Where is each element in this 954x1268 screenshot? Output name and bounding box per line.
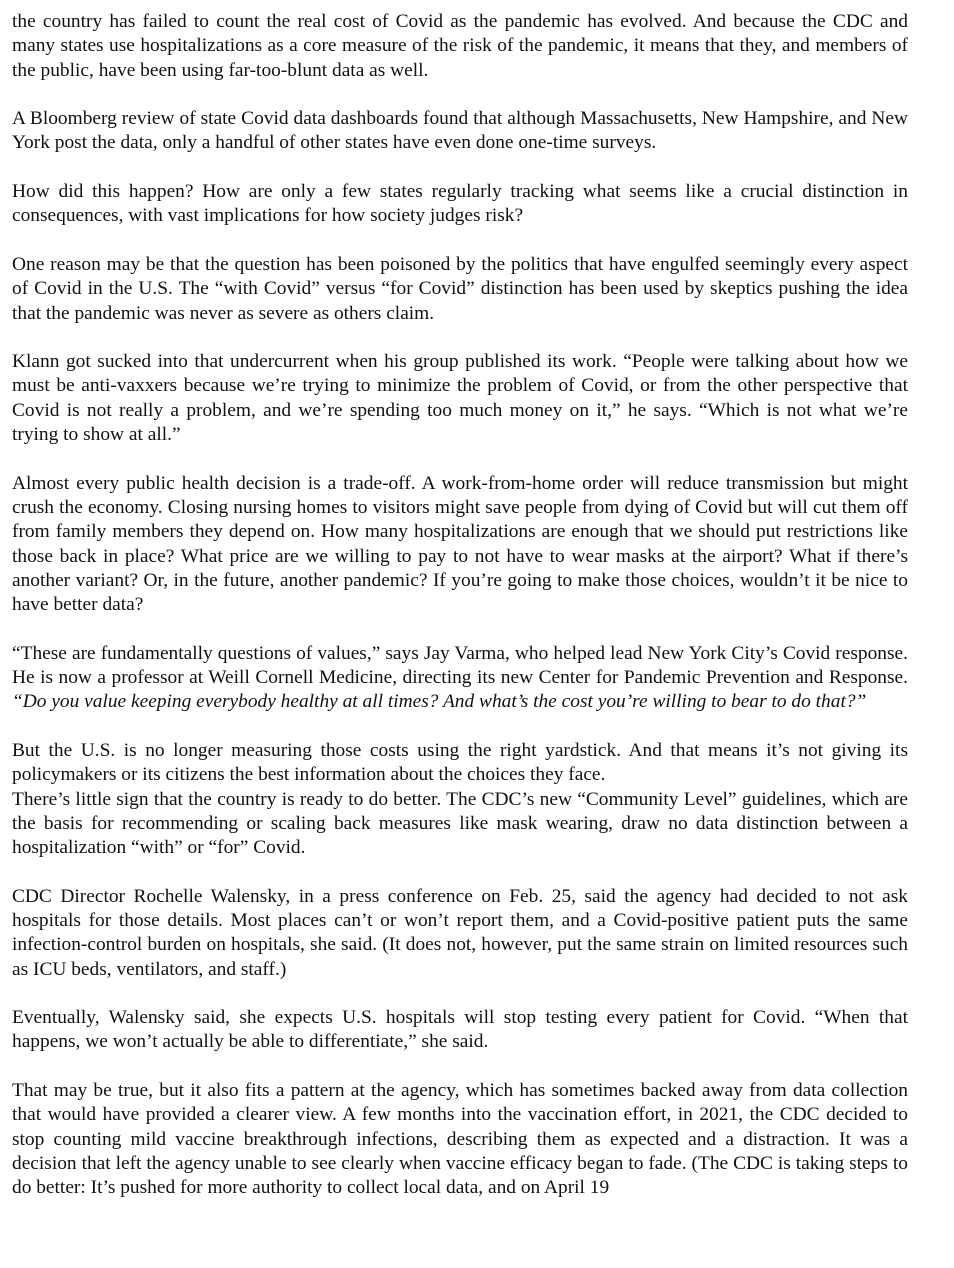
paragraph-text: CDC Director Rochelle Walensky, in a press conference on Feb. 25, said the agency had decided to not ask hospitals for those details. Most places can’t or won’t report them, and a Covid-positive patient puts the same infection-control burden on hospitals, she said. (It does not, however, put the same strain on limited resources such as ICU beds, ventilators, and staff.): [12, 885, 908, 980]
paragraph-text: the country has failed to count the real cost of Covid as the pandemic has evolved. And because the CDC and many states use hospitalizations as a core measure of the risk of the pandemic, it means that they, and members of the public, have been using far-too-blunt data as well.: [12, 11, 908, 81]
article-paragraph: [12, 885, 908, 982]
paragraph-text: Almost every public health decision is a trade-off. A work-from-home order will reduce transmission but might crush the economy. Closing nursing homes to visitors might save people from dying of Covid but will cut them off from family members they depend on. How many hospitalizations are enough that we should put restrictions like those back in place? What price are we willing to pay to not have to wear masks at the airport? What if there’s another variant? Or, in the future, another pandemic? If you’re going to make those choices, wouldn’t it be nice to have better data?: [12, 472, 908, 616]
article-paragraph: [12, 472, 908, 618]
paragraph-text: But the U.S. is no longer measuring those costs using the right yardstick. And that means it’s not giving its policymakers or its citizens the best information about the choices they face.: [12, 739, 908, 786]
italic-quote-text: “Do you value keeping everybody healthy at all times? And what’s the cost you’re willing to bear to do that?”: [12, 691, 867, 713]
paragraph-text: A Bloomberg review of state Covid data dashboards found that although Massachusetts, New Hampshire, and New York post the data, only a handful of other states have even done one-time surveys.: [12, 108, 908, 154]
paragraph-text: Eventually, Walensky said, she expects U.S. hospitals will stop testing every patient for Covid. “When that happens, we won’t actually be able to differentiate,” she said.: [12, 1007, 908, 1053]
paragraph-text: That may be true, but it also fits a pattern at the agency, which has sometimes backed away from data collection that would have provided a clearer view. A few months into the vaccination effort, in 2021, the CDC decided to stop counting mild vaccine breakthrough infections, describing them as expected and a distraction. It was a decision that left the agency unable to see clearly when vaccine efficacy began to fade. (The CDC is taking steps to do better: It’s pushed for more authority to collect local data, and on April 19: [12, 1080, 908, 1199]
paragraph-text: How did this happen? How are only a few states regularly tracking what seems like a crucial distinction in consequences, with vast implications for how society judges risk?: [12, 181, 908, 227]
article-body: [12, 10, 908, 1201]
article-paragraph: [12, 107, 908, 156]
article-paragraph: [12, 180, 908, 229]
article-paragraph: [12, 642, 908, 715]
article-paragraph: [12, 1006, 908, 1055]
article-paragraph: [12, 1079, 908, 1200]
article-paragraph: [12, 253, 908, 326]
document-page: [12, 10, 908, 1225]
paragraph-text: There’s little sign that the country is ready to do better. The CDC’s new “Community Level” guidelines, which are the basis for recommending or scaling back measures like mask wearing, draw no data distinction between a hospitalization “with” or “for” Covid.: [12, 788, 908, 859]
paragraph-text: Klann got sucked into that undercurrent when his group published its work. “People were talking about how we must be anti-vaxxers because we’re trying to minimize the problem of Covid, or from the other perspective that Covid is not really a problem, and we’re spending too much money on it,” he says. “Which is not what we’re trying to show at all.”: [12, 351, 908, 446]
paragraph-text: One reason may be that the question has been poisoned by the politics that have engulfed seemingly every aspect of Covid in the U.S. The “with Covid” versus “for Covid” distinction has been used by skeptics pushing the idea that the pandemic was never as severe as others claim.: [12, 253, 908, 324]
article-paragraph: [12, 10, 908, 83]
paragraph-text: “These are fundamentally questions of values,” says Jay Varma, who helped lead New York City’s Covid response. He is now a professor at Weill Cornell Medicine, directing its new Center for Pandemic Prevention and Response.: [12, 642, 908, 689]
article-paragraph: [12, 788, 908, 861]
article-paragraph: [12, 739, 908, 788]
article-paragraph: [12, 350, 908, 447]
